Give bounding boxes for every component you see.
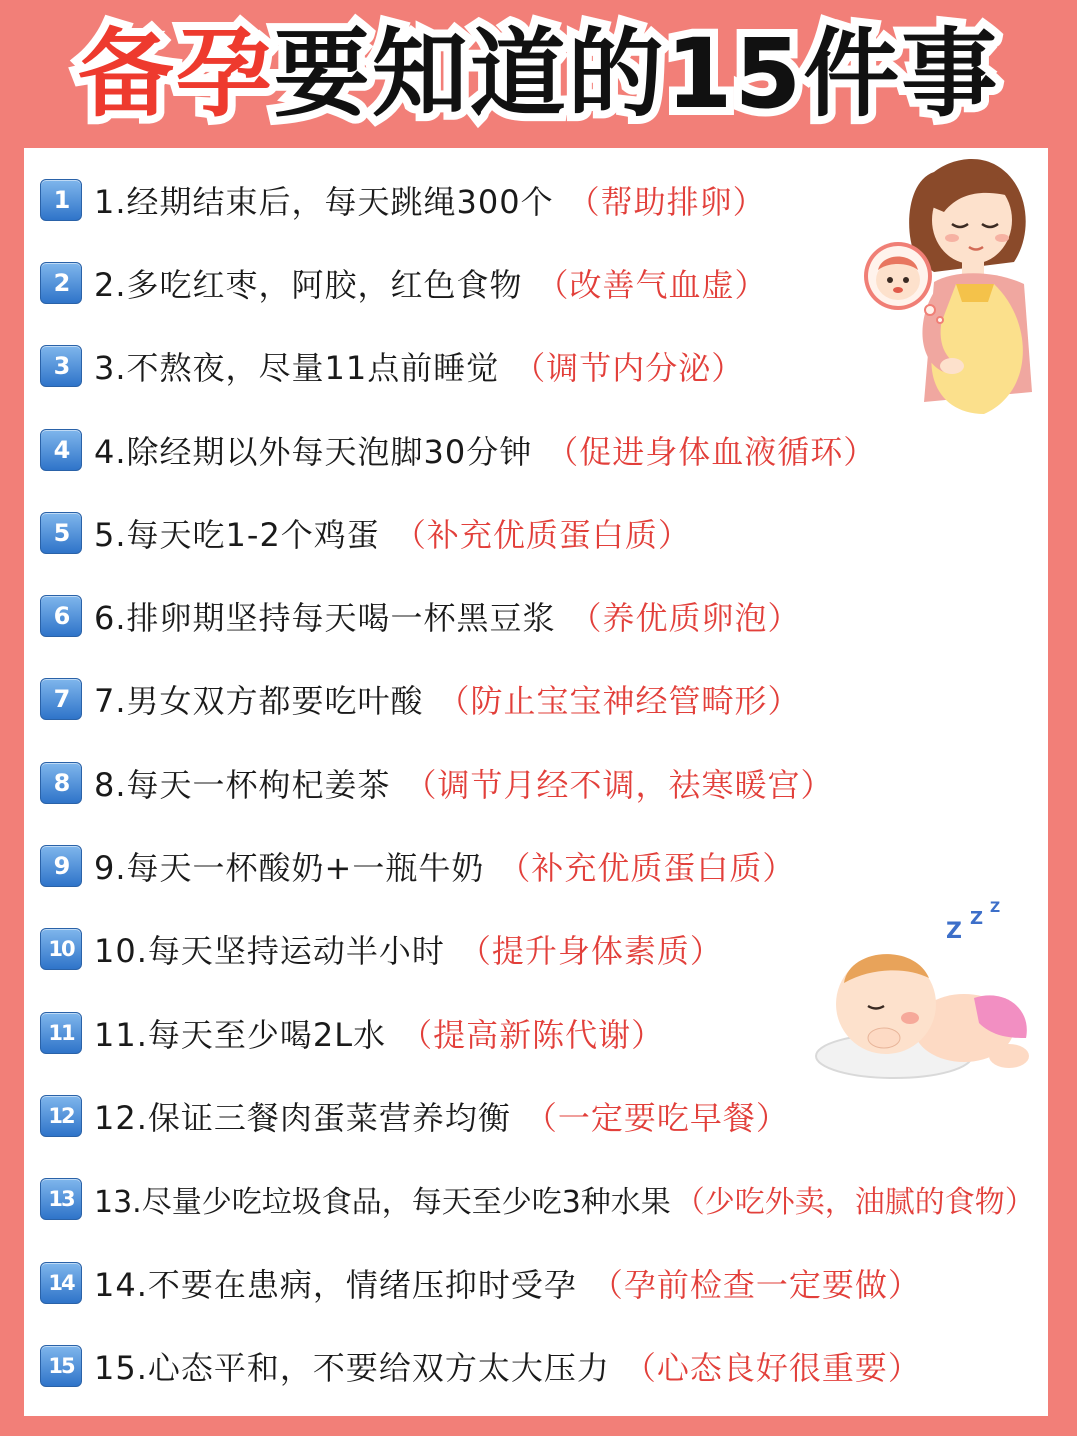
tip-text: 3.不熬夜，尽量11点前睡觉 — [94, 349, 500, 388]
svg-text:Z: Z — [990, 900, 1001, 916]
tip-text: 11.每天至少喝2L水 — [94, 1015, 387, 1054]
tip-note: （补充优质蛋白质） — [498, 849, 796, 888]
tip-text: 7.男女双方都要吃叶酸 — [94, 682, 424, 721]
number-badge-icon: 12 — [40, 1095, 82, 1137]
list-item — [40, 491, 1040, 574]
tip-text: 9.每天一杯酸奶+一瓶牛奶 — [94, 849, 485, 888]
number-badge-icon: 9 — [40, 845, 82, 887]
tip-note: （补充优质蛋白质） — [393, 515, 691, 554]
tip-note: （心态良好很重要） — [623, 1348, 921, 1387]
tip-note: （提高新陈代谢） — [400, 1015, 665, 1054]
title-highlight: 备孕 — [77, 18, 274, 130]
tip-text: 14.不要在患病，情绪压抑时受孕 — [94, 1265, 577, 1304]
tip-text: 8.每天一杯枸杞姜茶 — [94, 765, 391, 804]
tip-note: （提升身体素质） — [458, 932, 723, 971]
content-card — [24, 148, 1048, 1416]
tip-text: 10.每天坚持运动半小时 — [94, 932, 445, 971]
svg-text:Z: Z — [946, 919, 962, 944]
tip-note: （防止宝宝神经管畸形） — [437, 682, 801, 721]
tip-note: （养优质卵泡） — [569, 599, 801, 638]
tip-text: 13.尽量少吃垃圾食品，每天至少吃3种水果 — [94, 1185, 671, 1221]
tip-note: （改善气血虚） — [536, 265, 768, 304]
number-badge-icon: 1 — [40, 179, 82, 221]
tip-note: （孕前检查一定要做） — [590, 1265, 921, 1304]
page-title — [0, 14, 1077, 134]
tip-text: 4.除经期以外每天泡脚30分钟 — [94, 432, 533, 471]
tip-note: （帮助排卵） — [567, 182, 766, 221]
number-badge-icon: 13 — [40, 1178, 82, 1220]
number-badge-icon: 6 — [40, 595, 82, 637]
list-item — [40, 741, 1040, 824]
number-badge-icon: 8 — [40, 762, 82, 804]
number-badge-icon: 5 — [40, 512, 82, 554]
svg-text:Z: Z — [970, 908, 984, 929]
tip-note: （一定要吃早餐） — [524, 1098, 789, 1137]
tip-note: （调节月经不调，祛寒暖宫） — [404, 765, 834, 804]
title-main: 要知道的15件事 — [273, 18, 1000, 130]
tip-text: 1.经期结束后，每天跳绳300个 — [94, 182, 554, 221]
tip-text: 12.保证三餐肉蛋菜营养均衡 — [94, 1098, 511, 1137]
number-badge-icon: 7 — [40, 678, 82, 720]
number-badge-icon: 3 — [40, 345, 82, 387]
tip-text: 2.多吃红枣，阿胶，红色食物 — [94, 265, 523, 304]
number-badge-icon: 2 — [40, 262, 82, 304]
list-item — [40, 1158, 1040, 1241]
number-badge-icon: 4 — [40, 429, 82, 471]
list-item — [40, 658, 1040, 741]
number-badge-icon: 15 — [40, 1345, 82, 1387]
thought-bubble-illustration — [858, 236, 948, 326]
number-badge-icon: 14 — [40, 1262, 82, 1304]
list-item — [40, 574, 1040, 657]
number-badge-icon: 11 — [40, 1012, 82, 1054]
tip-text: 6.排卵期坚持每天喝一杯黑豆浆 — [94, 599, 556, 638]
list-item — [40, 1324, 1040, 1407]
tip-text: 5.每天吃1-2个鸡蛋 — [94, 515, 380, 554]
list-item — [40, 1241, 1040, 1324]
sleeping-baby-illustration — [804, 888, 1044, 1088]
tip-note: （少吃外卖，油腻的食物） — [674, 1185, 1035, 1221]
tip-text: 15.心态平和，不要给双方太大压力 — [94, 1348, 610, 1387]
number-badge-icon: 10 — [40, 928, 82, 970]
tip-note: （调节内分泌） — [513, 349, 745, 388]
tip-note: （促进身体血液循环） — [546, 432, 877, 471]
